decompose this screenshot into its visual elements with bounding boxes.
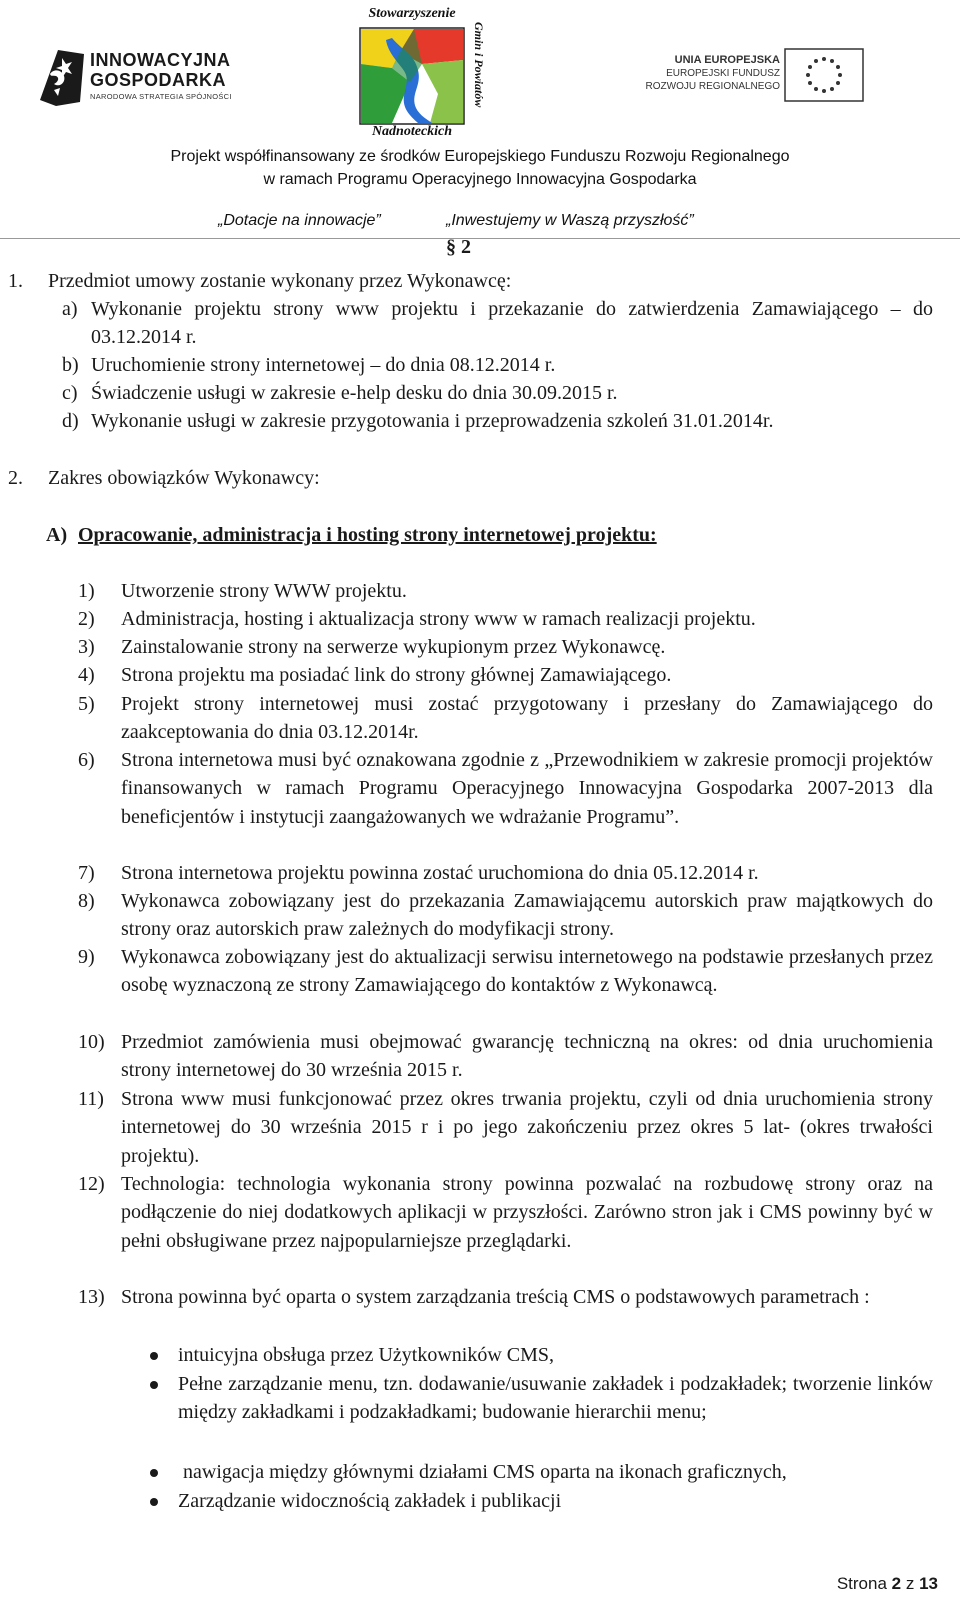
item-2-number: 2. — [8, 467, 23, 489]
paragraph-heading: § 2 — [446, 236, 471, 258]
list-item-number: 3) — [78, 636, 95, 658]
ig-tagline: NARODOWA STRATEGIA SPÓJNOŚCI — [90, 92, 232, 101]
eu-flag-icon — [784, 48, 864, 102]
list-item-text: Utworzenie strony WWW projektu. — [121, 580, 407, 602]
item-1-number: 1. — [8, 270, 23, 292]
list-item-number: 7) — [78, 862, 95, 884]
bullet-item-text: intuicyjna obsługa przez Użytkowników CMS, — [178, 1344, 555, 1366]
subitem-b-text: Uruchomienie strony internetowej – do dnia 08.12.2014 r. — [91, 354, 556, 376]
list-item-number: 8) — [78, 890, 95, 912]
list-item-number: 12) — [78, 1173, 105, 1195]
stowarzyszenie-top-text: Stowarzyszenie — [368, 6, 456, 21]
eu-line3: ROZWOJU REGIONALNEGO — [645, 81, 780, 92]
list-item-number: 6) — [78, 749, 95, 771]
cofinance-line-2: w ramach Programu Operacyjnego Innowacyjna Gospodarka — [263, 171, 697, 188]
eu-line1: UNIA EUROPEJSKA — [674, 54, 780, 66]
list-item-number: 11) — [78, 1088, 104, 1110]
stowarzyszenie-side-text: Gmin i Powiatów — [472, 22, 486, 108]
list-item-text: Wykonawca zobowiązany jest do aktualizacji serwisu internetowego na podstawie przesłanych przez osobę wyznaczoną ze strony Zamawiającego do kontaktów z Wykonawcą. — [121, 946, 933, 997]
list-item-number: 13) — [78, 1286, 105, 1308]
list-item-text: Strona projektu ma posiadać link do strony głównej Zamawiającego. — [121, 664, 672, 686]
list-item-number: 5) — [78, 693, 95, 715]
eu-logo-text — [640, 54, 780, 93]
subitem-b-label: b) — [62, 354, 79, 376]
ig-name-line1: INNOWACYJNA — [90, 50, 231, 70]
innowacyjna-gospodarka-wordmark — [90, 50, 232, 101]
list-item-text: Zainstalowanie strony na serwerze wykupionym przez Wykonawcę. — [121, 636, 666, 658]
slogan-left: „Dotacje na innowacje” — [218, 212, 381, 229]
bullet-item-text: Zarządzanie widocznością zakładek i publikacji — [178, 1490, 562, 1512]
list-item-text: Strona powinna być oparta o system zarządzania treścią CMS o podstawowych parametrach : — [121, 1286, 870, 1308]
footer-separator: z — [905, 1574, 915, 1593]
cofinance-line-1: Projekt współfinansowany ze środków Europejskiego Funduszu Rozwoju Regionalnego — [170, 148, 790, 165]
list-item-text: Wykonawca zobowiązany jest do przekazania Zamawiającemu autorskich praw majątkowych do strony oraz autorskich praw zależnych do modyfikacji strony. — [121, 890, 933, 941]
stowarzyszenie-bottom-text: Nadnoteckich — [371, 124, 453, 139]
section-a-label: A) — [46, 524, 68, 546]
bullet-icon — [150, 1352, 158, 1360]
subitem-c-label: c) — [62, 382, 78, 404]
footer-current-page: 2 — [891, 1574, 902, 1593]
list-item-text: Strona www musi funkcjonować przez okres trwania projektu, czyli od dnia uruchomienia strony internetowej do 30 września 2015 r i po jego zakończeniu przez okres 5 lat- (okres trwałości projektu). — [121, 1088, 933, 1167]
subitem-c-text: Świadczenie usługi w zakresie e-help desku do dnia 30.09.2015 r. — [91, 382, 618, 404]
header-divider — [0, 238, 960, 239]
list-item-text: Technologia: technologia wykonania strony powinna pozwalać na rozbudowę strony oraz na podłączenie do niej dodatkowych aplikacji w przyszłości. Zarówno stron jak i CMS powinny być w pełni obsługiwane przez najpopularniejsze przeglądarki. — [121, 1173, 933, 1252]
list-item-number: 1) — [78, 580, 95, 602]
list-item-number: 10) — [78, 1031, 105, 1053]
list-item-text: Projekt strony internetowej musi zostać przygotowany i przesłany do Zamawiającego do zaakceptowania do dnia 03.12.2014r. — [121, 693, 933, 744]
eu-line2: EUROPEJSKI FUNDUSZ — [666, 68, 780, 79]
list-item-text: Strona internetowa projektu powinna zostać uruchomiona do dnia 05.12.2014 r. — [121, 862, 759, 884]
list-item-number: 4) — [78, 664, 95, 686]
bullet-icon — [150, 1498, 158, 1506]
list-item-text: Przedmiot zamówienia musi obejmować gwarancję techniczną na okres: od dnia uruchomienia strony internetowej do 30 września 2015 r. — [121, 1031, 933, 1082]
subitem-d-label: d) — [62, 410, 79, 432]
footer-total-pages: 13 — [919, 1574, 938, 1593]
subitem-a-label: a) — [62, 298, 78, 320]
section-a-title: Opracowanie, administracja i hosting strony internetowej projektu: — [78, 524, 657, 546]
footer-prefix: Strona — [836, 1574, 887, 1593]
list-item-text: Administracja, hosting i aktualizacja strony www w ramach realizacji projektu. — [121, 608, 756, 630]
subitem-a-text: Wykonanie projektu strony www projektu i przekazanie do zatwierdzenia Zamawiającego – do 03.12.2014 r. — [91, 298, 933, 349]
page-number-footer — [837, 1574, 938, 1594]
bullet-icon — [150, 1469, 158, 1477]
bullet-item-text: Pełne zarządzanie menu, tzn. dodawanie/usuwanie zakładek i podzakładek; tworzenie linków między zakładkami i podzakładkami; budowanie hierarchii menu; — [178, 1373, 933, 1424]
subitem-d-text: Wykonanie usługi w zakresie przygotowania i przeprowadzenia szkoleń 31.01.2014r. — [91, 410, 774, 432]
slogan-right: „Inwestujemy w Waszą przyszłość” — [446, 212, 694, 229]
list-item-number: 2) — [78, 608, 95, 630]
ig-name-line2: GOSPODARKA — [90, 70, 227, 90]
item-1-text: Przedmiot umowy zostanie wykonany przez Wykonawcę: — [48, 270, 512, 292]
bullet-icon — [150, 1381, 158, 1389]
item-2-text: Zakres obowiązków Wykonawcy: — [48, 467, 320, 489]
list-item-number: 9) — [78, 946, 95, 968]
bullet-item-text: nawigacja między głównymi działami CMS oparta na ikonach graficznych, — [178, 1461, 787, 1483]
innowacyjna-gospodarka-emblem — [36, 44, 88, 110]
list-item-text: Strona internetowa musi być oznakowana zgodnie z „Przewodnikiem w zakresie promocji projektów finansowanych w ramach Programu Operacyjnego Innowacyjna Gospodarka 2007-2013 dla beneficjentów i instytucji zaangażowanych we wdrażanie Programu”. — [121, 749, 933, 828]
